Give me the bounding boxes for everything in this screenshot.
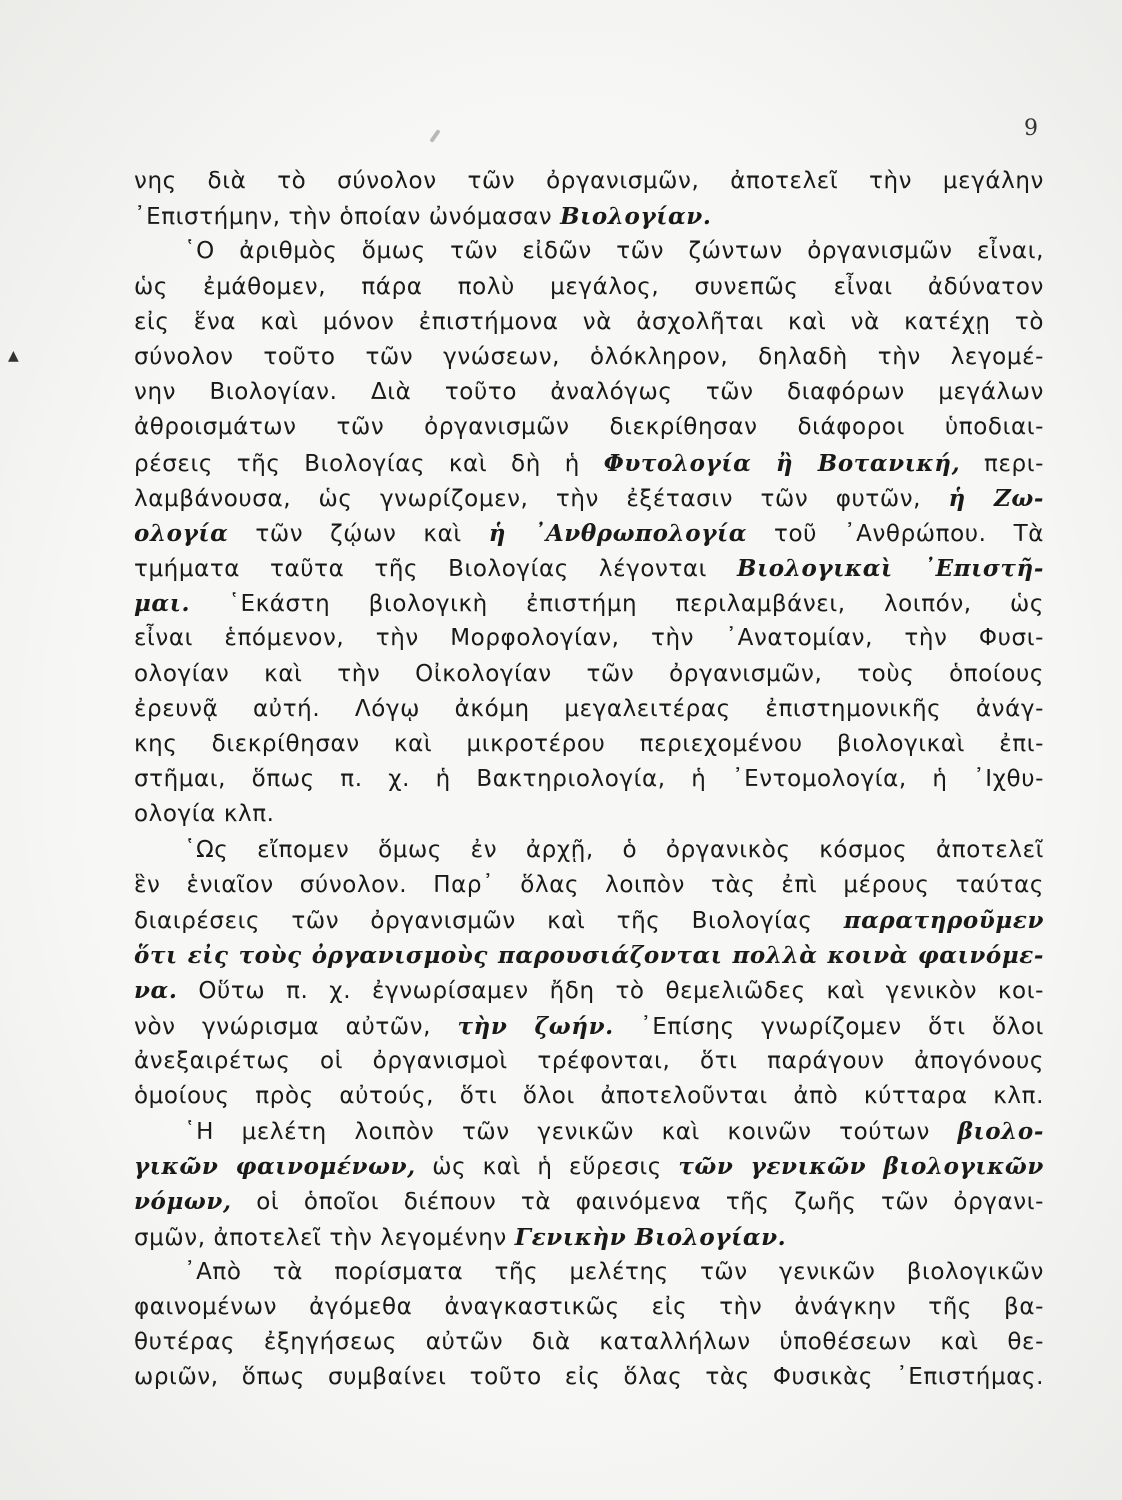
- text-line: [134, 903, 1044, 938]
- emphasized-term: ἡ ᾿Ανθρωπολογία: [488, 519, 748, 547]
- text-line: [134, 234, 1044, 269]
- text-segment: Οὕτω π. χ. ἐγνωρίσαμεν ἤδη τὸ θεμελιῶδες καὶ γενικὸν κοι-: [177, 978, 1044, 1005]
- emphasized-term: παρατηροῦμεν: [843, 906, 1044, 934]
- text-line: [134, 938, 1044, 973]
- text-line: [134, 1009, 1044, 1044]
- text-segment: περι-: [960, 450, 1044, 477]
- text-line: [134, 551, 1044, 586]
- emphasized-term: τὴν ζωήν.: [457, 1012, 614, 1040]
- emphasized-term: γικῶν φαινομένων,: [134, 1153, 416, 1181]
- text-line: [134, 1149, 1044, 1184]
- text-line: [134, 446, 1044, 481]
- text-segment: ἓν ἑνιαῖον σύνολον. Παρ᾿ ὅλας λοιπὸν τὰς ἐπὶ μέρους ταύτας: [134, 871, 1044, 898]
- text-line: [134, 1220, 1044, 1255]
- text-line: [134, 199, 1044, 234]
- text-segment: ὡς ἐμάθομεν, πάρα πολὺ μεγάλος, συνεπῶς εἶναι ἀδύνατον: [134, 273, 1044, 300]
- emphasized-term: νόμων,: [134, 1188, 232, 1216]
- text-line: [134, 340, 1044, 375]
- margin-mark: ▲: [8, 348, 19, 364]
- text-line: [134, 762, 1044, 797]
- text-segment: ᾿Επιστήμην, τὴν ὁποίαν ὠνόμασαν: [134, 204, 561, 231]
- text-line: [134, 1079, 1044, 1114]
- text-segment: τῶν ζῴων καὶ: [228, 520, 489, 547]
- text-segment: εἰς ἕνα καὶ μόνον ἐπιστήμονα νὰ ἀσχολῆται καὶ νὰ κατέχῃ τὸ: [134, 308, 1044, 335]
- text-line: [134, 516, 1044, 551]
- text-segment: ολογία κλπ.: [134, 801, 275, 828]
- emphasized-term: Βιολογίαν.: [560, 203, 712, 231]
- text-segment: ᾿Απὸ τὰ πορίσματα τῆς μελέτης τῶν γενικῶν βιολογικῶν: [184, 1258, 1044, 1285]
- text-segment: οἱ ὁποῖοι διέπουν τὰ φαινόμενα τῆς ζωῆς τῶν ὀργανι-: [231, 1189, 1044, 1216]
- text-line: [134, 1290, 1044, 1325]
- text-line: [134, 1360, 1044, 1395]
- text-line: [134, 1184, 1044, 1219]
- emphasized-term: Φυτολογία ἢ Βοτανική,: [603, 449, 961, 477]
- text-line: [134, 727, 1044, 762]
- text-segment: ἐρευνᾷ αὐτή. Λόγῳ ἀκόμη μεγαλειτέρας ἐπιστημονικῆς ἀνάγ-: [134, 695, 1044, 722]
- text-segment: εἶναι ἑπόμενον, τὴν Μορφολογίαν, τὴν ᾿Ανατομίαν, τὴν Φυσι-: [134, 625, 1044, 652]
- pencil-mark: [429, 129, 440, 143]
- text-segment: ολογίαν καὶ τὴν Οἰκολογίαν τῶν ὀργανισμῶν, τοὺς ὁποίους: [134, 660, 1044, 687]
- text-segment: ἀνεξαιρέτως οἱ ὀργανισμοὶ τρέφονται, ὅτι παράγουν ἀπογόνους: [134, 1047, 1044, 1074]
- text-segment: φαινομένων ἀγόμεθα ἀναγκαστικῶς εἰς τὴν ἀνάγκην τῆς βα-: [134, 1294, 1044, 1320]
- text-segment: ὡς καὶ ἡ εὕρεσις: [415, 1154, 679, 1181]
- text-segment: λαμβάνουσα, ὡς γνωρίζομεν, τὴν ἐξέτασιν τῶν φυτῶν,: [134, 485, 949, 512]
- text-line: [134, 1325, 1044, 1360]
- emphasized-term: τῶν γενικῶν βιολογικῶν: [678, 1153, 1044, 1181]
- text-line: [134, 692, 1044, 727]
- emphasized-term: Βιολογικαὶ ᾿Επιστῆ-: [737, 555, 1044, 583]
- emphasized-term: ολογία: [134, 519, 229, 547]
- text-segment: σμῶν, ἀποτελεῖ τὴν λεγομένην: [134, 1224, 515, 1251]
- text-line: [134, 1255, 1044, 1290]
- text-segment: νης διὰ τὸ σύνολον τῶν ὀργανισμῶν, ἀποτελεῖ τὴν μεγάλην: [134, 168, 1044, 194]
- text-line: [134, 973, 1044, 1008]
- text-line: [134, 164, 1044, 199]
- text-line: [134, 797, 1044, 832]
- emphasized-term: βιολο-: [957, 1118, 1044, 1146]
- text-segment: ωριῶν, ὅπως συμβαίνει τοῦτο εἰς ὅλας τὰς Φυσικὰς ᾿Επιστήμας.: [134, 1364, 1044, 1391]
- text-line: [134, 270, 1044, 305]
- emphasized-term: ὅτι εἰς τοὺς ὀργανισμοὺς παρουσιάζονται πολλὰ κοινὰ φαινόμε-: [134, 942, 1044, 970]
- text-segment: κης διεκρίθησαν καὶ μικροτέρου περιεχομένου βιολογικαὶ ἐπι-: [134, 731, 1044, 757]
- text-segment: διαιρέσεις τῶν ὀργανισμῶν καὶ τῆς Βιολογίας: [134, 907, 844, 934]
- text-segment: νην Βιολογίαν. Διὰ τοῦτο ἀναλόγως τῶν διαφόρων μεγάλων: [134, 379, 1044, 406]
- text-line: [134, 868, 1044, 903]
- emphasized-term: Γενικὴν Βιολογίαν.: [514, 1223, 787, 1251]
- emphasized-term: μαι.: [134, 590, 191, 618]
- text-segment: νὸν γνώρισμα αὐτῶν,: [134, 1013, 458, 1040]
- text-line: [134, 586, 1044, 621]
- text-line: [134, 410, 1044, 445]
- text-line: [134, 1114, 1044, 1149]
- text-segment: ὁμοίους πρὸς αὐτούς, ὅτι ὅλοι ἀποτελοῦνται ἀπὸ κύτταρα κλπ.: [134, 1082, 1044, 1109]
- text-line: [134, 621, 1044, 656]
- text-segment: τοῦ ᾿Ανθρώπου. Τὰ: [747, 520, 1044, 547]
- text-line: [134, 833, 1044, 868]
- text-line: [134, 1044, 1044, 1079]
- emphasized-term: ἡ Ζω-: [948, 484, 1044, 512]
- text-line: [134, 375, 1044, 410]
- text-segment: ἀθροισμάτων τῶν ὀργανισμῶν διεκρίθησαν διάφοροι ὑποδιαι-: [134, 414, 1044, 441]
- text-segment: ῾Ως εἴπομεν ὅμως ἐν ἀρχῇ, ὁ ὀργανικὸς κόσμος ἀποτελεῖ: [184, 836, 1044, 863]
- text-segment: σύνολον τοῦτο τῶν γνώσεων, ὁλόκληρον, δηλαδὴ τὴν λεγομέ-: [134, 343, 1044, 370]
- text-segment: τμήματα ταῦτα τῆς Βιολογίας λέγονται: [134, 556, 738, 583]
- text-segment: θυτέρας ἐξηγήσεως αὐτῶν διὰ καταλλήλων ὑποθέσεων καὶ θε-: [134, 1329, 1044, 1356]
- text-line: [134, 657, 1044, 692]
- page-number: 9: [1024, 116, 1038, 141]
- text-line: [134, 305, 1044, 340]
- text-line: [134, 481, 1044, 516]
- body-text: [134, 164, 1044, 1396]
- text-segment: ῾Η μελέτη λοιπὸν τῶν γενικῶν καὶ κοινῶν τούτων: [184, 1119, 958, 1146]
- text-segment: στῆμαι, ὅπως π. χ. ἡ Βακτηριολογία, ἡ ᾿Εντομολογία, ἡ ᾿Ιχθυ-: [134, 766, 1044, 793]
- text-segment: ῾Ο ἀριθμὸς ὅμως τῶν εἰδῶν τῶν ζώντων ὀργανισμῶν εἶναι,: [184, 238, 1044, 265]
- text-segment: ᾿Επίσης γνωρίζομεν ὅτι ὅλοι: [613, 1013, 1044, 1040]
- text-segment: ρέσεις τῆς Βιολογίας καὶ δὴ ἡ: [134, 450, 604, 477]
- emphasized-term: να.: [134, 977, 178, 1005]
- text-segment: ῾Εκάστη βιολογικὴ ἐπιστήμη περιλαμβάνει, λοιπόν, ὡς: [190, 591, 1044, 618]
